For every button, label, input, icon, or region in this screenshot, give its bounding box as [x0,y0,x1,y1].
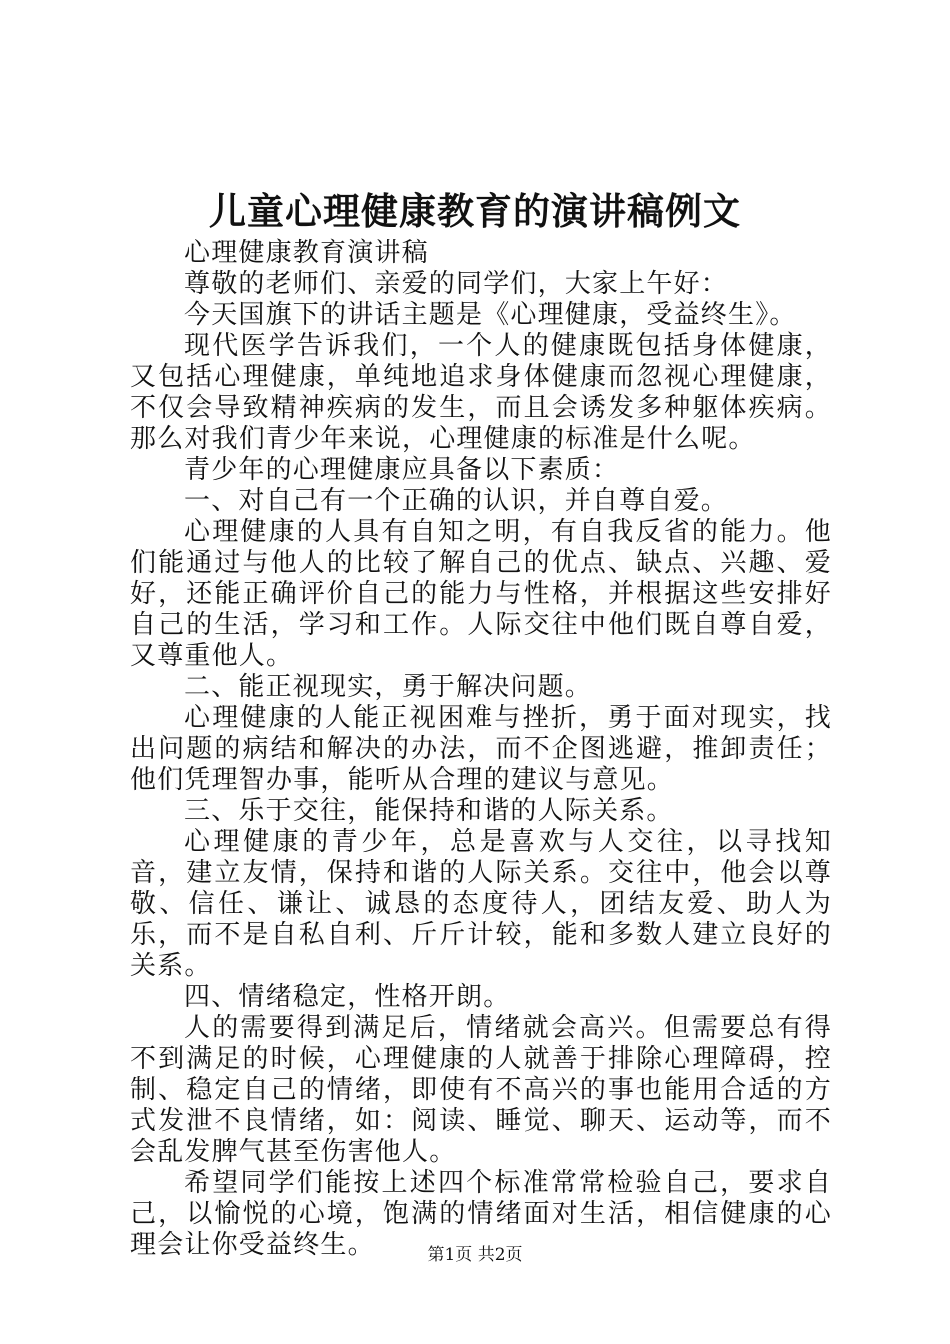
paragraph: 今天国旗下的讲话主题是《心理健康，受益终生》。 [184,300,797,330]
section-heading: 二、能正视现实，勇于解决问题。 [184,672,593,702]
paragraph: 心理健康教育演讲稿 [184,238,429,268]
section-heading: 三、乐于交往，能保持和谐的人际关系。 [184,796,674,826]
section-heading: 四、情绪稳定，性格开朗。 [184,982,511,1012]
page-footer: 第1页 共2页 [427,1245,523,1265]
paragraph: 心理健康的人能正视困难与挫折，勇于面对现实，找出问题的病结和解决的办法，而不企图逃避，推卸责任；他们凭理智办事，能听从合理的建议与意见。 [130,703,832,795]
document-title: 儿童心理健康教育的演讲稿例文 [209,189,741,233]
paragraph: 心理健康的青少年，总是喜欢与人交往，以寻找知音，建立友情，保持和谐的人际关系。交往中，他会以尊敬、信任、谦让、诚恳的态度待人，团结友爱、助人为乐，而不是自私自利、斤斤计较，能和多数人建立良好的关系。 [130,827,832,981]
paragraph: 尊敬的老师们、亲爱的同学们，大家上午好： [184,269,729,299]
document-body [130,238,832,1261]
paragraph: 希望同学们能按上述四个标准常常检验自己，要求自己，以愉悦的心境，饱满的情绪面对生活，相信健康的心理会让你受益终生。 [130,1168,832,1260]
section-heading: 一、对自己有一个正确的认识，并自尊自爱。 [184,486,729,516]
paragraph: 青少年的心理健康应具备以下素质： [184,455,620,485]
paragraph: 心理健康的人具有自知之明，有自我反省的能力。他们能通过与他人的比较了解自己的优点、缺点、兴趣、爱好，还能正确评价自己的能力与性格，并根据这些安排好自己的生活，学习和工作。人际交往中他们既自尊自爱，又尊重他人。 [130,517,832,671]
paragraph: 人的需要得到满足后，情绪就会高兴。但需要总有得不到满足的时候，心理健康的人就善于排除心理障碍，控制、稳定自己的情绪，即使有不高兴的事也能用合适的方式发泄不良情绪，如：阅读、睡觉、聊天、运动等，而不会乱发脾气甚至伤害他人。 [130,1013,832,1167]
paragraph: 现代医学告诉我们，一个人的健康既包括身体健康，又包括心理健康，单纯地追求身体健康而忽视心理健康，不仅会导致精神疾病的发生，而且会诱发多种躯体疾病。那么对我们青少年来说，心理健康的标准是什么呢。 [130,331,832,454]
